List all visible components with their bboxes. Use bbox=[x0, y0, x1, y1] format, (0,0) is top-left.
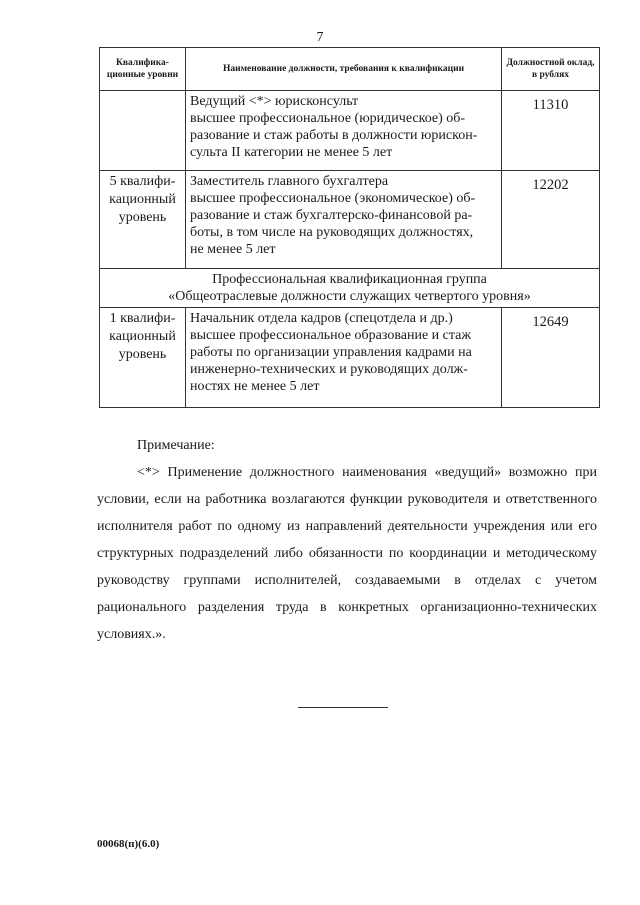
table-row bbox=[100, 91, 600, 171]
position-title: Заместитель главного бухгалтера bbox=[190, 174, 389, 189]
table-row bbox=[100, 171, 600, 269]
position-title: Ведущий <*> юрисконсульт bbox=[190, 94, 359, 109]
header-position: Наименование должности, требования к квалификации bbox=[186, 48, 502, 91]
separator-line bbox=[298, 707, 388, 708]
note-title: Примечание: bbox=[137, 438, 215, 453]
note-block bbox=[97, 432, 597, 648]
requirement-line: боты, в том числе на руководящих должностях, bbox=[190, 225, 474, 240]
requirement-line: не менее 5 лет bbox=[190, 242, 276, 257]
requirement-line: высшее профессиональное (экономическое) об- bbox=[190, 191, 476, 206]
row-level bbox=[100, 91, 186, 171]
requirement-line: разование и стаж бухгалтерско-финансовой ра- bbox=[190, 208, 473, 223]
document-code: 00068(п)(6.0) bbox=[97, 838, 160, 850]
row-salary: 11310 bbox=[502, 91, 600, 171]
group-title-line: «Общеотраслевые должности служащих четвертого уровня» bbox=[168, 289, 531, 304]
row-level: 5 квалифи-кационный уровень bbox=[100, 171, 186, 269]
table-row bbox=[100, 308, 600, 408]
row-salary: 12649 bbox=[502, 308, 600, 408]
group-title bbox=[100, 269, 600, 308]
requirement-line: сульта II категории не менее 5 лет bbox=[190, 145, 393, 160]
row-description bbox=[186, 91, 502, 171]
requirement-line: ностях не менее 5 лет bbox=[190, 379, 320, 394]
position-title: Начальник отдела кадров (спецотдела и др.) bbox=[190, 311, 453, 326]
page-number: 7 bbox=[316, 30, 324, 45]
header-salary: Должностной оклад, в рублях bbox=[502, 48, 600, 91]
group-row bbox=[100, 269, 600, 308]
requirement-line: разование и стаж работы в должности юрискон- bbox=[190, 128, 478, 143]
requirement-line: высшее профессиональное образование и стаж bbox=[190, 328, 472, 343]
requirement-line: инженерно-технических и руководящих долж- bbox=[190, 362, 468, 377]
header-level: Квалифика-ционные уровни bbox=[100, 48, 186, 91]
row-salary: 12202 bbox=[502, 171, 600, 269]
group-title-line: Профессиональная квалификационная группа bbox=[212, 272, 487, 287]
table-header-row bbox=[100, 48, 600, 91]
requirement-line: работы по организации управления кадрами на bbox=[190, 345, 472, 360]
requirement-line: высшее профессиональное (юридическое) об- bbox=[190, 111, 466, 126]
row-description bbox=[186, 171, 502, 269]
row-description bbox=[186, 308, 502, 408]
qualification-table bbox=[99, 47, 600, 408]
note-text: <*> Применение должностного наименования «ведущий» возможно при условии, если на работника возлагаются функции руководителя и ответственного исполнителя работ по одному из направлений деятельности учреждения или его структурных подразделений либо обязанности по координации и методическому руководству группами исполнителей, создаваемыми в отделах с учетом рационального разделения труда в конкретных организационно-технических условиях.». bbox=[97, 465, 597, 642]
row-level: 1 квалифи-кационный уровень bbox=[100, 308, 186, 408]
